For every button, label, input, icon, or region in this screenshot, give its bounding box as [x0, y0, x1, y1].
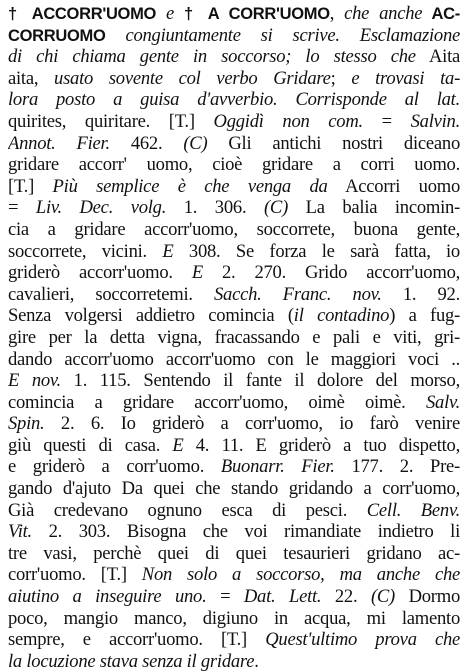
- entry-line: [8, 3, 460, 25]
- entry-line: [8, 629, 460, 651]
- text-run: sempre, e accorr'uomo. [T.]: [8, 629, 266, 651]
- text-run: Dormo: [395, 586, 460, 608]
- text-run: =: [206, 586, 244, 608]
- text-run: Senza volgersi addietro comincia (: [8, 305, 294, 327]
- italic-text: aiutino a inseguire uno.: [8, 586, 207, 608]
- entry-line: [8, 435, 460, 457]
- text-run: dando accorr'uomo accorr'uomo con le maggiori voci ..: [8, 348, 460, 370]
- text-run: Accorri uomo: [327, 175, 460, 197]
- text-run: aita,: [8, 67, 55, 89]
- italic-text: E nov.: [8, 370, 61, 392]
- italic-text: la locuzione stava senza il: [8, 650, 197, 672]
- entry-line: [8, 111, 460, 133]
- text-run: 22.: [321, 586, 371, 608]
- text-run: 2. 270. Grido accorr'uomo,: [202, 262, 460, 284]
- entry-line: [8, 586, 460, 608]
- italic-text: Annot. Fier.: [8, 132, 110, 154]
- italic-text: E: [191, 262, 203, 284]
- entry-line: [8, 262, 460, 284]
- entry-line: [8, 284, 460, 306]
- entry-line: [8, 68, 460, 90]
- entry-line: [8, 46, 460, 68]
- headword: CORRUOMO: [8, 26, 106, 45]
- text-run: =: [8, 197, 36, 219]
- text-run: Già credevano ognuno esca di pesci.: [8, 499, 367, 521]
- entry-line: [8, 500, 460, 522]
- italic-text: il contadino: [293, 305, 390, 327]
- italic-text: Sacch. Franc. nov.: [213, 283, 382, 305]
- entry-line: [8, 370, 460, 392]
- italic-text: Cell. Benv.: [366, 499, 460, 521]
- entry-line: [8, 521, 460, 543]
- entry-line: [8, 133, 460, 155]
- italic-text: Buonarr. Fier.: [220, 456, 335, 478]
- text-run: e griderò a corr'uomo.: [8, 456, 221, 478]
- text-run: griderò accorr'uomo.: [8, 262, 192, 284]
- text-run: giù questi di casa.: [8, 434, 173, 456]
- entry-line: [8, 154, 460, 176]
- text-run: soccorrete, vicini.: [8, 240, 163, 262]
- italic-text: Liv. Dec. volg.: [35, 197, 167, 219]
- italic-text: usato sovente col verbo: [54, 67, 258, 89]
- italic-text: Dat. Lett.: [243, 586, 322, 608]
- entry-line: [8, 456, 460, 478]
- text-run: gire per la detta vigna, fracassando e pali e viti, gri-: [8, 326, 460, 348]
- italic-text: congiuntamente si scrive. Esclamazione: [105, 24, 460, 46]
- headword: † A CORR'UOMO: [184, 5, 330, 23]
- text-run: =: [362, 110, 411, 132]
- text-run: 2. 303. Bisogna che voi rimandiate indietro li: [31, 521, 460, 543]
- italic-text: Oggidì non com.: [213, 110, 363, 132]
- italic-text: Più semplice è che venga da: [52, 175, 328, 197]
- text-run: cavalieri, soccorretemi.: [8, 283, 214, 305]
- italic-text: Salv.: [425, 391, 460, 413]
- italic-text: Quest'ultimo prova che: [265, 629, 460, 651]
- text-run: 1. 306.: [166, 197, 264, 219]
- italic-text: (C): [370, 586, 395, 608]
- entry-line: [8, 219, 460, 241]
- text-run: quirites, quiritare. [T.]: [8, 110, 214, 132]
- text-run: 1. 92.: [381, 283, 460, 305]
- italic-text: Non solo a soccorso, ma anche che: [141, 564, 460, 586]
- entry-line: [8, 543, 460, 565]
- text-run: cia a gridare accorr'uomo, soccorrete, buona gente,: [8, 218, 460, 240]
- italic-text: che anche: [344, 3, 423, 24]
- italic-text: (C): [263, 197, 289, 219]
- entry-line: [8, 478, 460, 500]
- italic-text: Salvin.: [410, 110, 460, 132]
- text-run: gridare accorr' uomo, cioè gridare a corri uomo.: [8, 154, 460, 176]
- text-run: gando d'ajuto Da quei che stando gridando a corr'uomo,: [8, 478, 460, 500]
- entry-line: [8, 608, 460, 630]
- italic-text: e: [156, 3, 185, 24]
- headword: † ACCORR'UOMO: [8, 5, 157, 23]
- entry-line: [8, 564, 460, 586]
- text-run: ) a fug-: [389, 305, 460, 327]
- italic-text: Gridare: [257, 67, 331, 89]
- italic-text: e trovasi ta-: [351, 67, 460, 89]
- entry-line: [8, 413, 460, 435]
- entry-line: [8, 25, 460, 47]
- headword: AC-: [422, 5, 460, 23]
- entry-line: [8, 305, 460, 327]
- entry-line: [8, 197, 460, 219]
- italic-text: gridare: [196, 650, 255, 672]
- italic-text: (C): [183, 132, 208, 154]
- italic-text: E: [172, 434, 184, 456]
- text-run: La balia incomin-: [288, 197, 460, 219]
- entry-line: [8, 327, 460, 349]
- entry-line: [8, 241, 460, 263]
- text-run: 2. 6. Io griderò a corr'uomo, io farò venire: [44, 413, 460, 435]
- text-run: 177. 2. Pre-: [334, 456, 460, 478]
- entry-line: [8, 176, 460, 198]
- dictionary-entry: [8, 3, 460, 672]
- italic-text: E: [162, 240, 174, 262]
- italic-text: lora posto a guisa d'avverbio. Corrisponde al lat.: [8, 89, 460, 111]
- entry-line: [8, 89, 460, 111]
- text-run: corr'uomo. [T.]: [8, 564, 142, 586]
- text-run: ;: [330, 67, 352, 89]
- text-run: ,: [329, 3, 345, 24]
- text-run: 4. 11. E griderò a tuo dispetto,: [183, 434, 460, 456]
- text-run: [T.]: [8, 175, 53, 197]
- entry-line: [8, 392, 460, 414]
- text-run: .: [254, 650, 259, 672]
- entry-line: [8, 651, 460, 672]
- entry-line: [8, 349, 460, 371]
- text-run: 308. Se forza le sarà fatta, io: [173, 240, 460, 262]
- text-run: Aita: [415, 46, 460, 68]
- text-run: tre vasi, perchè quei di quei tesaurieri gridano ac-: [8, 542, 460, 564]
- italic-text: di chi chiama gente in soccorso; lo stesso che: [8, 46, 416, 68]
- italic-text: Vit.: [8, 521, 32, 543]
- text-run: comincia a gridare accorr'uomo, oimè oimè.: [8, 391, 426, 413]
- text-run: poco, mangio manco, digiuno in acqua, mi lamento: [8, 607, 460, 629]
- text-run: 1. 115. Sentendo il fante il dolore del morso,: [60, 370, 460, 392]
- text-run: Gli antichi nostri diceano: [207, 132, 460, 154]
- italic-text: Spin.: [8, 413, 45, 435]
- text-run: 462.: [109, 132, 184, 154]
